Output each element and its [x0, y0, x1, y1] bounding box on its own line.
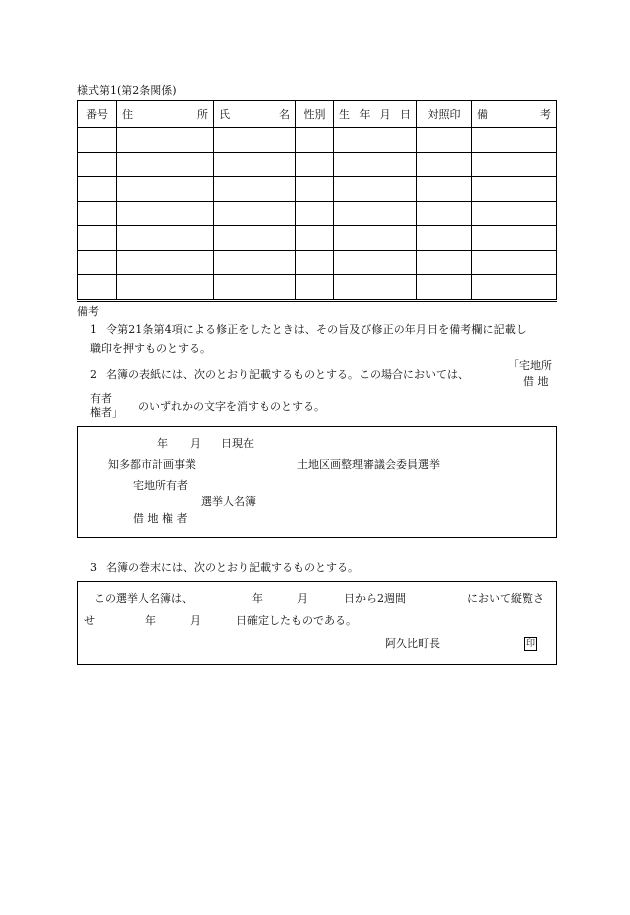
cover-date-suffix: 日現在 [221, 437, 254, 450]
table-cell-name [214, 250, 296, 275]
column-header-no-part: 番号 [86, 108, 108, 121]
table-cell-no [78, 201, 117, 226]
column-header-sex-part: 性別 [303, 108, 326, 121]
register-table [77, 100, 557, 302]
table-cell-sex [296, 152, 334, 177]
table-cell-address [117, 250, 214, 275]
end-line2-end: 日確定したものである。 [236, 614, 357, 627]
end-line1-month: 月 [297, 592, 308, 605]
column-header-check [417, 101, 472, 128]
column-header-remarks-part: 備 [477, 108, 488, 121]
end-line1-day: 日から2週間 [344, 592, 406, 605]
table-cell-remarks [472, 177, 557, 202]
note-2-bracket-mid: 借 地 [523, 375, 549, 388]
table-cell-no [78, 177, 117, 202]
cover-project: 知多都市計画事業 [108, 458, 196, 471]
table-row [78, 152, 557, 177]
table-cell-remarks [472, 201, 557, 226]
cover-owner: 宅地所有者 [133, 479, 188, 492]
table-body [78, 128, 557, 301]
column-header-sex [296, 101, 334, 128]
note-3-text: 名簿の巻末には、次のとおり記載するものとする。 [106, 561, 359, 574]
note-2-bracket-top: 「宅地所 [508, 359, 552, 372]
column-header-check-part: 対照印 [427, 108, 461, 121]
end-line2-year: 年 [145, 614, 156, 627]
note-2-line2: のいずれかの文字を消すものとする。 [138, 400, 325, 413]
table-cell-check [417, 152, 472, 177]
column-header-birth [334, 101, 417, 128]
table-cell-no [78, 152, 117, 177]
end-line2-month: 月 [190, 614, 201, 627]
table-cell-check [417, 275, 472, 301]
table-header-row [78, 101, 557, 128]
end-line1-end: において縦覧さ [467, 592, 544, 605]
table-cell-remarks [472, 152, 557, 177]
table-cell-check [417, 250, 472, 275]
cover-roll: 選挙人名簿 [201, 495, 256, 508]
table-row [78, 177, 557, 202]
table-cell-address [117, 201, 214, 226]
table-cell-check [417, 128, 472, 153]
note-2-line1: 名簿の表紙には、次のとおり記載するものとする。この場合においては、 [106, 368, 469, 381]
end-line1-start: この選挙人名簿は、 [94, 592, 193, 605]
table-cell-name [214, 275, 296, 301]
note-2-bracket-left-top: 有者 [90, 392, 112, 405]
column-header-birth-part: 年 [359, 108, 371, 121]
table-row [78, 226, 557, 251]
note-2-bracket-left-bottom: 権者」 [90, 406, 123, 419]
column-header-address-part: 所 [197, 108, 208, 121]
column-header-remarks [472, 101, 557, 128]
end-line2-start: せ [84, 614, 95, 627]
table-cell-name [214, 177, 296, 202]
table-cell-address [117, 226, 214, 251]
column-header-name-part: 名 [279, 108, 290, 121]
table-cell-remarks [472, 275, 557, 301]
table-row [78, 275, 557, 301]
table-cell-name [214, 226, 296, 251]
table-cell-birth [334, 226, 417, 251]
column-header-birth-part: 生 [339, 108, 350, 121]
table-cell-check [417, 177, 472, 202]
table-cell-remarks [472, 128, 557, 153]
note-1-number: 1 [90, 323, 97, 336]
table-cell-no [78, 250, 117, 275]
table-cell-birth [334, 152, 417, 177]
column-header-name [214, 101, 296, 128]
notes-heading: 備考 [77, 305, 99, 318]
table-row [78, 201, 557, 226]
table-row [78, 128, 557, 153]
table-cell-birth [334, 201, 417, 226]
note-1-line2: 職印を押すものとする。 [90, 342, 211, 355]
note-2-number: 2 [90, 368, 97, 381]
form-title: 様式第1(第2条関係) [77, 84, 177, 97]
table-cell-check [417, 226, 472, 251]
table-cell-sex [296, 128, 334, 153]
table-cell-name [214, 128, 296, 153]
table-cell-no [78, 275, 117, 301]
table-cell-birth [334, 177, 417, 202]
table-cell-address [117, 152, 214, 177]
column-header-address-part: 住 [122, 108, 133, 121]
table-cell-sex [296, 201, 334, 226]
table-cell-address [117, 177, 214, 202]
table-cell-no [78, 128, 117, 153]
table-row [78, 250, 557, 275]
seal-mark: 印 [525, 639, 535, 649]
cover-box [77, 426, 557, 538]
table-cell-remarks [472, 250, 557, 275]
table-cell-sex [296, 226, 334, 251]
end-signer: 阿久比町長 [385, 637, 440, 650]
table-cell-name [214, 201, 296, 226]
cover-lessee: 借 地 権 者 [133, 512, 188, 525]
column-header-address [117, 101, 214, 128]
table-cell-birth [334, 250, 417, 275]
note-1-line1: 令第21条第4項による修正をしたときは、その旨及び修正の年月日を備考欄に記載し [106, 323, 527, 336]
table-cell-remarks [472, 226, 557, 251]
column-header-name-part: 氏 [219, 108, 230, 121]
table-cell-birth [334, 275, 417, 301]
table-cell-name [214, 152, 296, 177]
column-header-no [78, 101, 117, 128]
table-cell-address [117, 275, 214, 301]
note-3-number: 3 [90, 561, 97, 574]
cover-year: 年 [157, 437, 168, 450]
table-cell-sex [296, 275, 334, 301]
table-cell-sex [296, 177, 334, 202]
column-header-birth-part: 日 [399, 108, 411, 121]
cover-election: 土地区画整理審議会委員選挙 [297, 458, 440, 471]
column-header-remarks-part: 考 [540, 108, 551, 121]
table-cell-check [417, 201, 472, 226]
table-cell-birth [334, 128, 417, 153]
cover-month: 月 [190, 437, 201, 450]
table-cell-sex [296, 250, 334, 275]
column-header-birth-part: 月 [379, 108, 391, 121]
table-cell-address [117, 128, 214, 153]
table-cell-no [78, 226, 117, 251]
end-box [77, 581, 557, 665]
end-line1-year: 年 [252, 592, 263, 605]
